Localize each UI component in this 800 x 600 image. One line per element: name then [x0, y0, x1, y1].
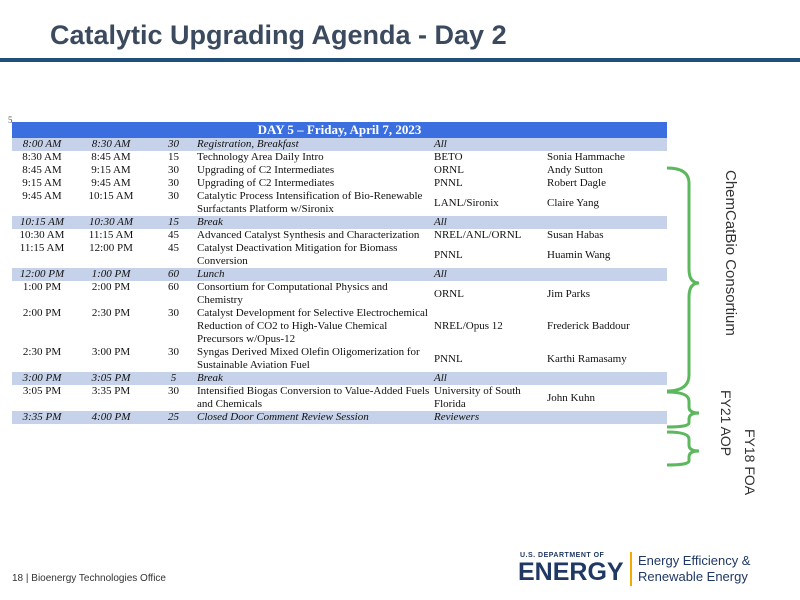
- session-title: Intensified Biogas Conversion to Value-Added Fuels and Chemicals: [195, 385, 432, 411]
- title-rule: [0, 58, 800, 62]
- duration: 30: [150, 177, 195, 190]
- speaker: [545, 372, 667, 385]
- duration: 30: [150, 164, 195, 177]
- end-time: 3:35 PM: [70, 385, 150, 411]
- end-time: 8:45 AM: [70, 151, 150, 164]
- doe-eere-logo: [520, 552, 770, 588]
- start-time: 3:05 PM: [12, 385, 70, 411]
- session-title: Advanced Catalyst Synthesis and Characterization: [195, 229, 432, 242]
- organization: PNNL: [432, 177, 545, 190]
- agenda-row: [12, 229, 667, 242]
- end-time: 10:15 AM: [70, 190, 150, 216]
- organization: ORNL: [432, 281, 545, 307]
- duration: 45: [150, 229, 195, 242]
- start-time: 11:15 AM: [12, 242, 70, 268]
- day-header-row: [12, 122, 667, 138]
- agenda-table: [12, 122, 667, 424]
- fy18-brace: [667, 432, 699, 465]
- end-time: 3:00 PM: [70, 346, 150, 372]
- end-time: 2:00 PM: [70, 281, 150, 307]
- agenda-break-row: [12, 411, 667, 424]
- agenda-row: [12, 190, 667, 216]
- session-title: Syngas Derived Mixed Olefin Oligomerization for Sustainable Aviation Fuel: [195, 346, 432, 372]
- footer-text: 18 | Bioenergy Technologies Office: [12, 573, 166, 584]
- duration: 5: [150, 372, 195, 385]
- duration: 60: [150, 281, 195, 307]
- agenda-row: [12, 281, 667, 307]
- chemcatbio-brace: [667, 168, 699, 391]
- organization: BETO: [432, 151, 545, 164]
- agenda-break-row: [12, 138, 667, 151]
- session-title: Upgrading of C2 Intermediates: [195, 164, 432, 177]
- start-time: 8:30 AM: [12, 151, 70, 164]
- fy21-brace: [667, 392, 699, 427]
- duration: 60: [150, 268, 195, 281]
- eere-line-1: Energy Efficiency &: [638, 553, 751, 568]
- organization: Reviewers: [432, 411, 545, 424]
- fy21-label: FY21 AOP: [718, 390, 734, 457]
- agenda-row: [12, 242, 667, 268]
- brace-group: [665, 165, 705, 475]
- agenda-row: [12, 346, 667, 372]
- agenda-row: [12, 164, 667, 177]
- chemcatbio-label: ChemCatBio Consortium: [722, 170, 739, 336]
- session-title: Upgrading of C2 Intermediates: [195, 177, 432, 190]
- session-title: Catalyst Development for Selective Electrochemical Reduction of CO2 to High-Value Chemical Precursors w/Opus-12: [195, 307, 432, 346]
- end-time: 8:30 AM: [70, 138, 150, 151]
- agenda-row: [12, 177, 667, 190]
- session-title: Break: [195, 372, 432, 385]
- session-title: Catalyst Deactivation Mitigation for Biomass Conversion: [195, 242, 432, 268]
- start-time: 12:00 PM: [12, 268, 70, 281]
- organization: All: [432, 138, 545, 151]
- session-title: Technology Area Daily Intro: [195, 151, 432, 164]
- end-time: 1:00 PM: [70, 268, 150, 281]
- agenda-break-row: [12, 216, 667, 229]
- agenda-break-row: [12, 372, 667, 385]
- speaker: [545, 216, 667, 229]
- corner-mark: 5: [8, 115, 13, 125]
- eere-text: [638, 553, 750, 585]
- agenda-row: [12, 385, 667, 411]
- agenda-row: [12, 151, 667, 164]
- doe-dept-text: U.S. DEPARTMENT OF: [520, 552, 605, 559]
- duration: 30: [150, 138, 195, 151]
- organization: ORNL: [432, 164, 545, 177]
- start-time: 1:00 PM: [12, 281, 70, 307]
- session-title: Lunch: [195, 268, 432, 281]
- duration: 30: [150, 190, 195, 216]
- organization: NREL/ANL/ORNL: [432, 229, 545, 242]
- start-time: 3:35 PM: [12, 411, 70, 424]
- eere-line-2: Renewable Energy: [638, 569, 748, 584]
- session-title: Catalytic Process Intensification of Bio-Renewable Surfactants Platform w/Sironix: [195, 190, 432, 216]
- speaker: Jim Parks: [545, 281, 667, 307]
- speaker: Karthi Ramasamy: [545, 346, 667, 372]
- organization: PNNL: [432, 346, 545, 372]
- start-time: 2:30 PM: [12, 346, 70, 372]
- duration: 30: [150, 385, 195, 411]
- session-title: Consortium for Computational Physics and Chemistry: [195, 281, 432, 307]
- speaker: Susan Habas: [545, 229, 667, 242]
- page-title: Catalytic Upgrading Agenda - Day 2: [50, 20, 507, 50]
- start-time: 9:15 AM: [12, 177, 70, 190]
- agenda-break-row: [12, 268, 667, 281]
- organization: LANL/Sironix: [432, 190, 545, 216]
- speaker: Sonia Hammache: [545, 151, 667, 164]
- organization: NREL/Opus 12: [432, 307, 545, 346]
- agenda-row: [12, 307, 667, 346]
- start-time: 10:30 AM: [12, 229, 70, 242]
- organization: All: [432, 372, 545, 385]
- speaker: [545, 268, 667, 281]
- session-title: Closed Door Comment Review Session: [195, 411, 432, 424]
- end-time: 9:15 AM: [70, 164, 150, 177]
- duration: 15: [150, 151, 195, 164]
- speaker: Claire Yang: [545, 190, 667, 216]
- end-time: 10:30 AM: [70, 216, 150, 229]
- end-time: 3:05 PM: [70, 372, 150, 385]
- duration: 25: [150, 411, 195, 424]
- day-header: DAY 5 – Friday, April 7, 2023: [12, 122, 667, 138]
- organization: University of South Florida: [432, 385, 545, 411]
- doe-energy-text: ENERGY: [518, 558, 624, 586]
- organization: All: [432, 216, 545, 229]
- end-time: 9:45 AM: [70, 177, 150, 190]
- end-time: 11:15 AM: [70, 229, 150, 242]
- duration: 45: [150, 242, 195, 268]
- start-time: 3:00 PM: [12, 372, 70, 385]
- speaker: Frederick Baddour: [545, 307, 667, 346]
- organization: All: [432, 268, 545, 281]
- duration: 30: [150, 346, 195, 372]
- start-time: 8:45 AM: [12, 164, 70, 177]
- speaker: John Kuhn: [545, 385, 667, 411]
- end-time: 2:30 PM: [70, 307, 150, 346]
- speaker: [545, 411, 667, 424]
- session-title: Break: [195, 216, 432, 229]
- organization: PNNL: [432, 242, 545, 268]
- speaker: Andy Sutton: [545, 164, 667, 177]
- end-time: 12:00 PM: [70, 242, 150, 268]
- speaker: Robert Dagle: [545, 177, 667, 190]
- fy18-label: FY18 FOA: [742, 429, 758, 496]
- speaker: [545, 138, 667, 151]
- start-time: 8:00 AM: [12, 138, 70, 151]
- start-time: 10:15 AM: [12, 216, 70, 229]
- end-time: 4:00 PM: [70, 411, 150, 424]
- session-title: Registration, Breakfast: [195, 138, 432, 151]
- start-time: 2:00 PM: [12, 307, 70, 346]
- duration: 30: [150, 307, 195, 346]
- start-time: 9:45 AM: [12, 190, 70, 216]
- speaker: Huamin Wang: [545, 242, 667, 268]
- duration: 15: [150, 216, 195, 229]
- logo-divider: [630, 552, 632, 586]
